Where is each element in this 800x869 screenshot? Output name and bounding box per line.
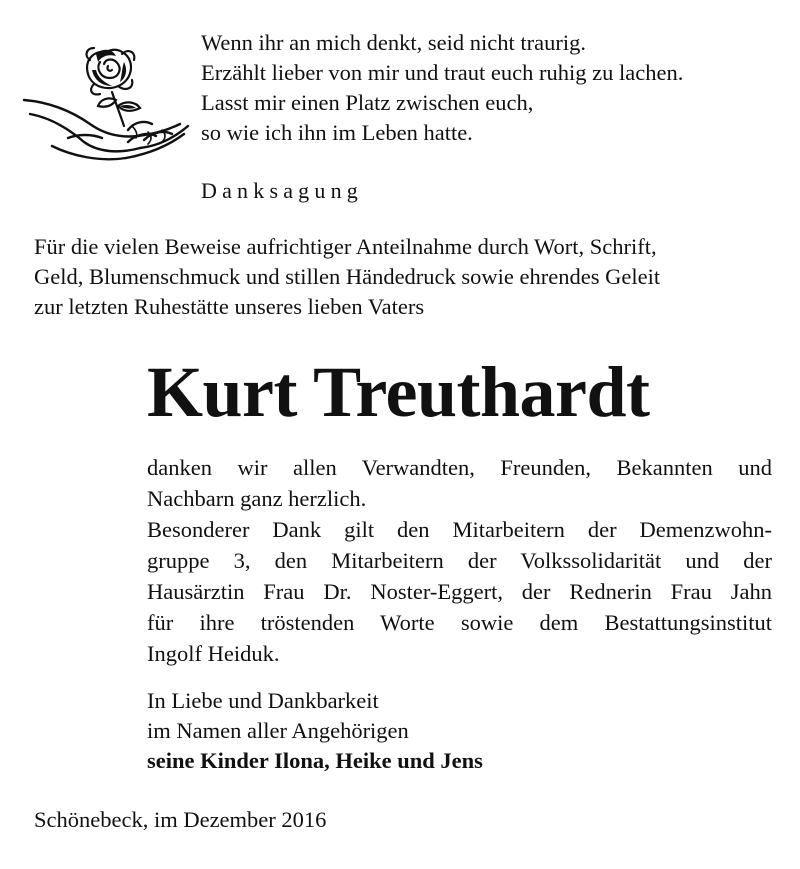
heading-danksagung: Danksagung — [201, 178, 363, 203]
thanks-line: für ihre tröstenden Worte sowie dem Bestattungsinstitut — [147, 610, 772, 635]
thanks-line: Besonderer Dank gilt den Mitarbeitern der Demenzwohn- — [147, 517, 772, 542]
thanks-line: Hausärztin Frau Dr. Noster-Eggert, der Rednerin Frau Jahn — [147, 579, 772, 604]
poem-line: Wenn ihr an mich denkt, seid nicht traurig. — [201, 30, 586, 55]
closing-line: im Namen aller Angehörigen — [147, 718, 409, 743]
intro-text — [34, 232, 794, 322]
intro-line: zur letzten Ruhestätte unseres lieben Vaters — [34, 294, 425, 319]
intro-line: Geld, Blumenschmuck und stillen Händedruck sowie ehrendes Geleit — [34, 264, 661, 289]
poem-line: Lasst mir einen Platz zwischen euch, — [201, 90, 534, 115]
intro-line: Für die vielen Beweise aufrichtiger Anteilnahme durch Wort, Schrift, — [34, 234, 657, 259]
thanks-line: Ingolf Heiduk. — [147, 641, 280, 666]
closing — [147, 686, 767, 776]
poem-line: Erzählt lieber von mir und traut euch ruhig zu lachen. — [201, 60, 684, 85]
rose-in-hands-icon — [8, 34, 198, 164]
poem — [201, 28, 791, 148]
signature: seine Kinder Ilona, Heike und Jens — [147, 748, 483, 773]
deceased-name: Kurt Treuthardt — [147, 352, 650, 432]
poem-line: so wie ich ihn im Leben hatte. — [201, 120, 473, 145]
thanks-text — [147, 452, 772, 669]
thanks-line: gruppe 3, den Mitarbeitern der Volkssolidarität und der — [147, 548, 772, 573]
place-date: Schönebeck, im Dezember 2016 — [34, 807, 327, 832]
closing-line: In Liebe und Dankbarkeit — [147, 688, 379, 713]
thanks-line: danken wir allen Verwandten, Freunden, Bekannten und — [147, 455, 772, 480]
thanks-line: Nachbarn ganz herzlich. — [147, 486, 367, 511]
